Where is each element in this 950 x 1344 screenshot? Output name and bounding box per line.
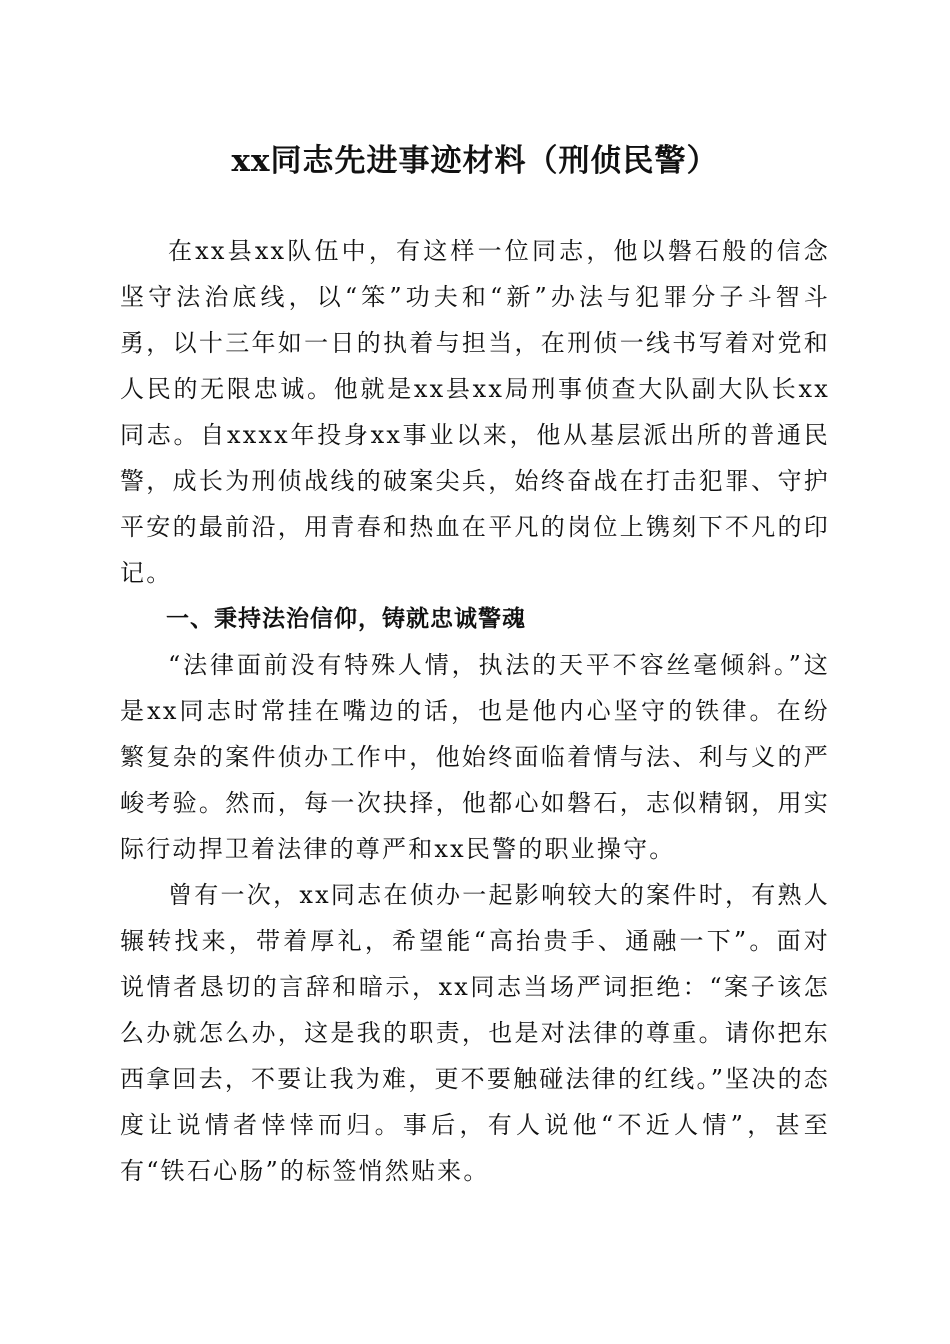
page-title: xx同志先进事迹材料（刑侦民警） bbox=[231, 143, 719, 179]
document-body bbox=[120, 228, 830, 1194]
intro-paragraph: 在xx县xx队伍中，有这样一位同志，他以磐石般的信念坚守法治底线，以“笨”功夫和“新”办法与犯罪分子斗智斗勇，以十三年如一日的执着与担当，在刑侦一线书写着对党和人民的无限忠诚。他就是xx县xx局刑事侦查大队副大队长xx同志。自xxxx年投身xx事业以来，他从基层派出所的普通民警，成长为刑侦战线的破案尖兵，始终奋战在打击犯罪、守护平安的最前沿，用青春和热血在平凡的岗位上镌刻下不凡的印记。 bbox=[120, 237, 830, 587]
section-paragraph-2: 曾有一次，xx同志在侦办一起影响较大的案件时，有熟人辗转找来，带着厚礼，希望能“高抬贵手、通融一下”。面对说情者恳切的言辞和暗示，xx同志当场严词拒绝：“案子该怎么办就怎么办，这是我的职责，也是对法律的尊重。请你把东西拿回去，不要让我为难，更不要触碰法律的红线。”坚决的态度让说情者悻悻而归。事后，有人说他“不近人情”，甚至有“铁石心肠”的标签悄然贴来。 bbox=[120, 881, 830, 1185]
section-paragraph-1: “法律面前没有特殊人情，执法的天平不容丝毫倾斜。”这是xx同志时常挂在嘴边的话，也是他内心坚守的铁律。在纷繁复杂的案件侦办工作中，他始终面临着情与法、利与义的严峻考验。然而，每一次抉择，他都心如磐石，志似精钢，用实际行动捍卫着法律的尊严和xx民警的职业操守。 bbox=[120, 651, 830, 863]
section-heading: 一、秉持法治信仰，铸就忠诚警魂 bbox=[166, 606, 526, 632]
